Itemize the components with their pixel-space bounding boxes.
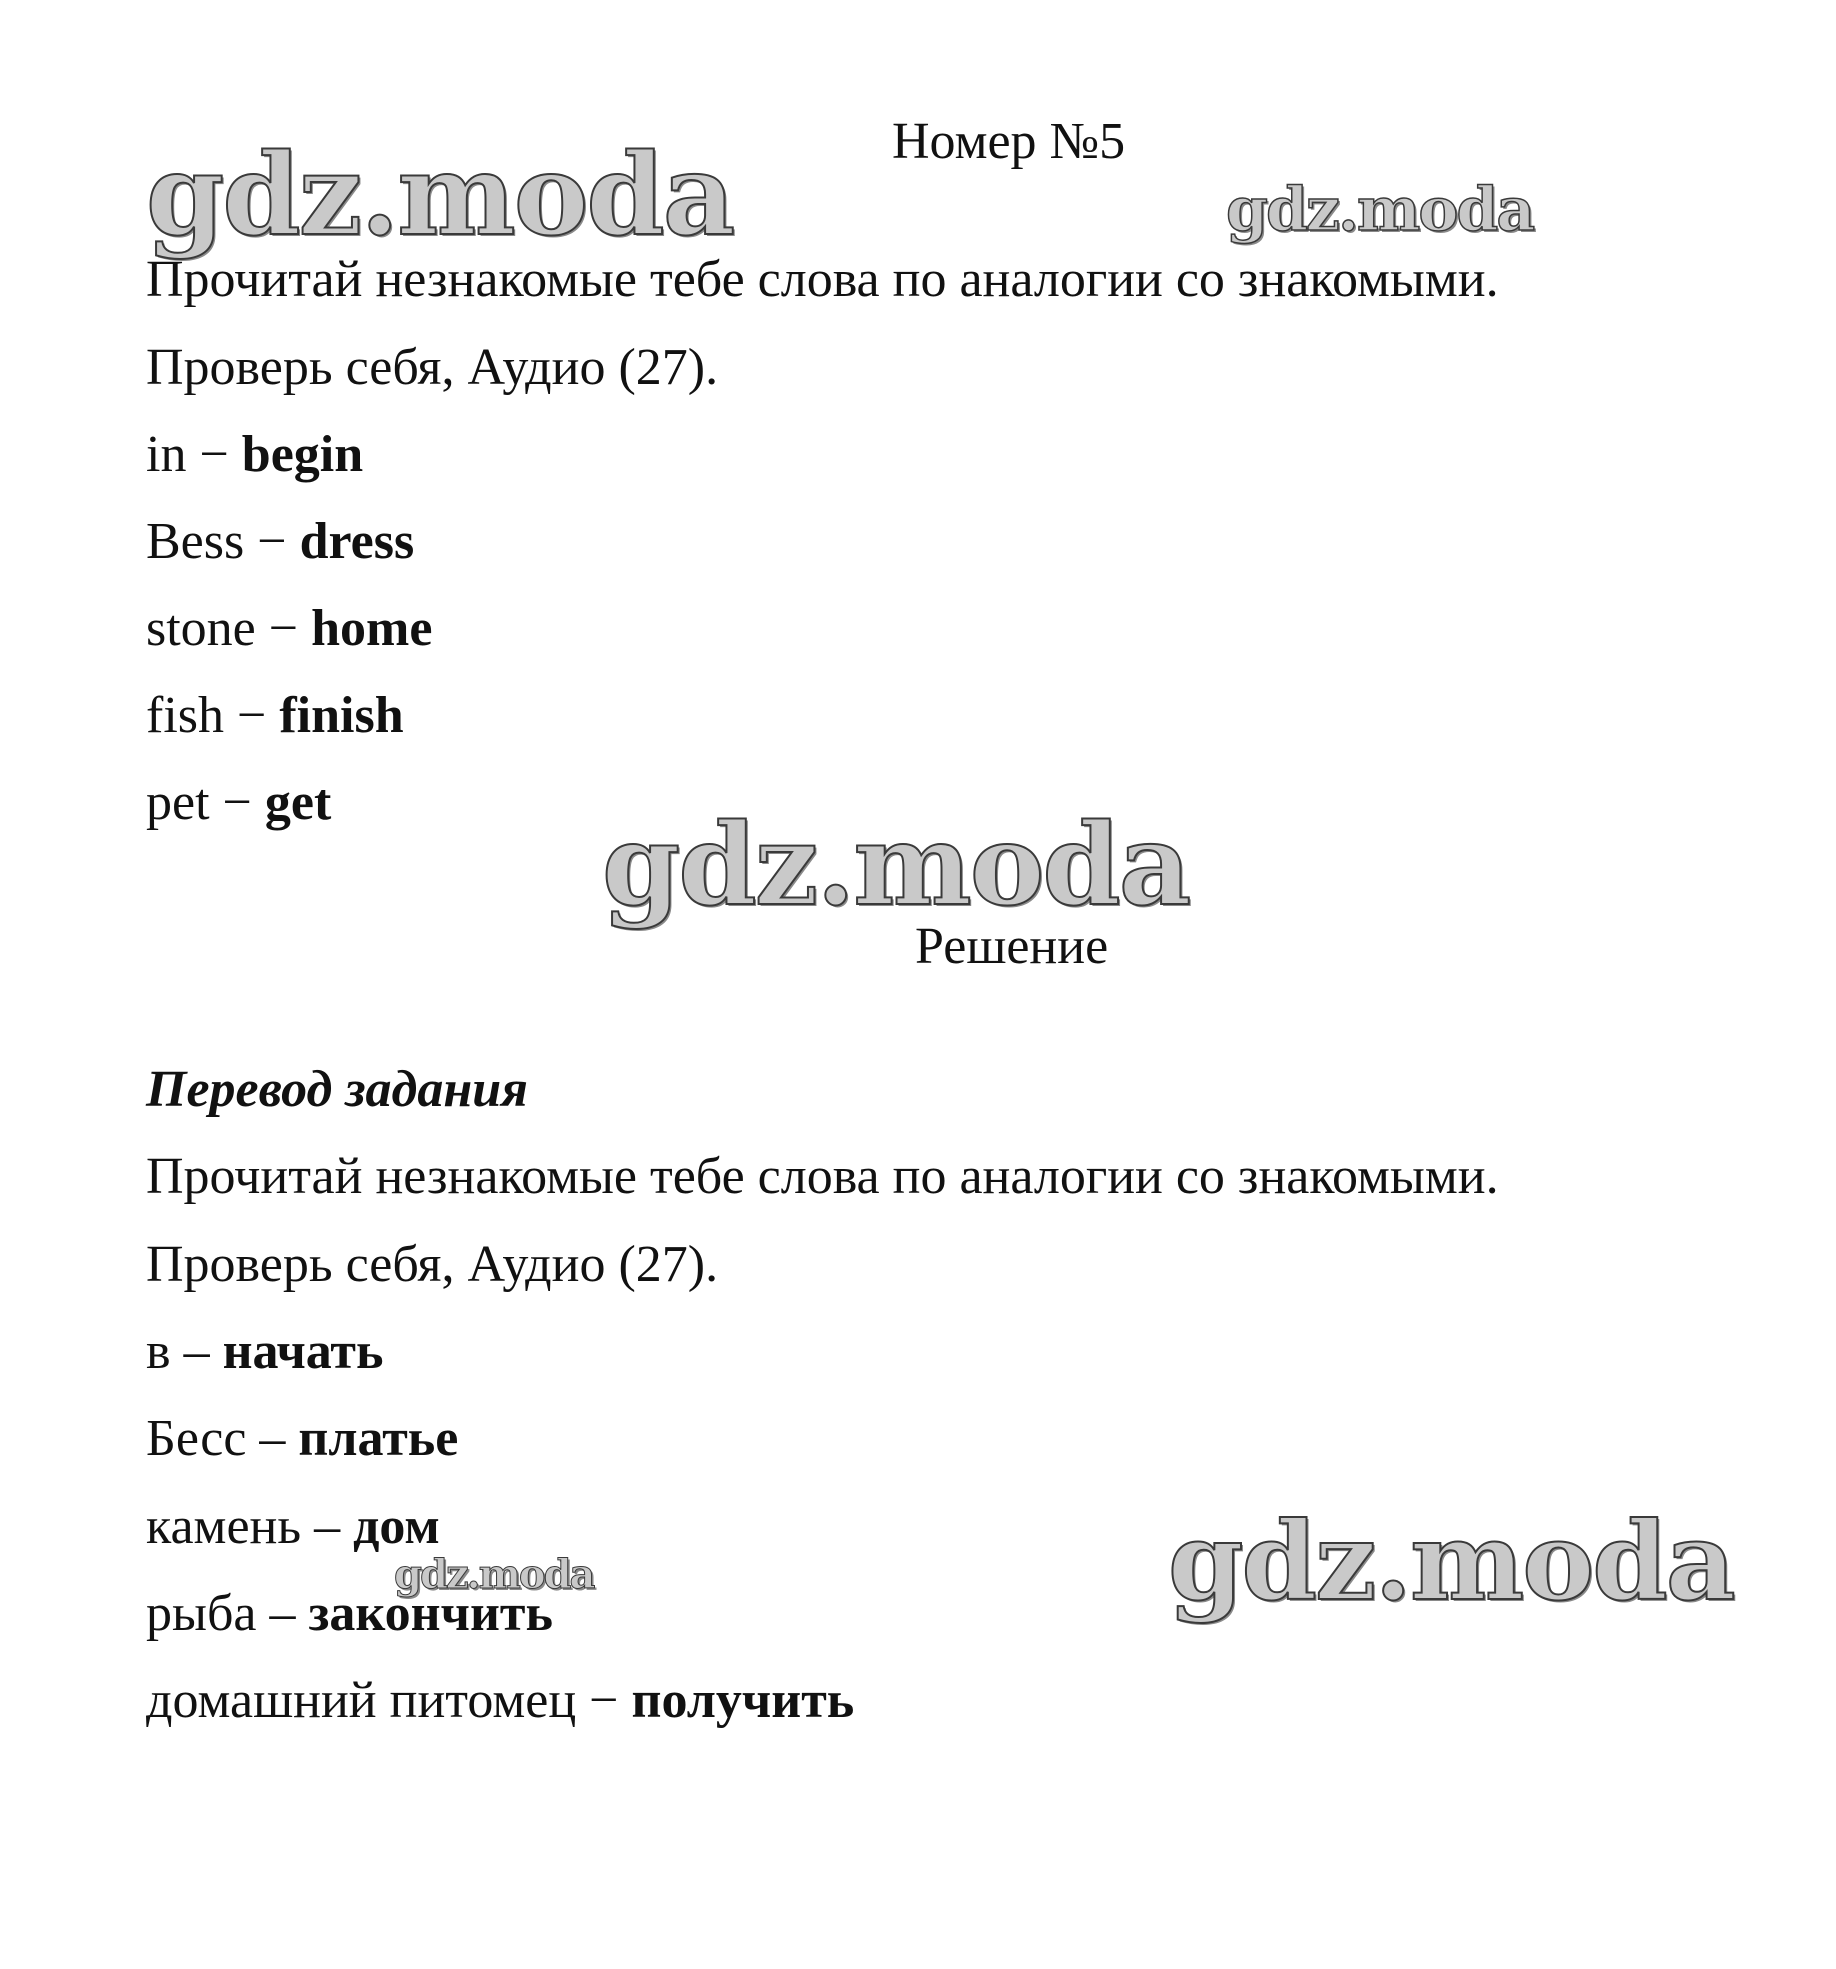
new-word: home — [311, 600, 433, 657]
pair-separator: − — [186, 426, 242, 483]
translated-pair — [146, 1671, 854, 1731]
pair-separator: − — [224, 687, 280, 744]
new-word: закончить — [308, 1585, 553, 1642]
known-word: stone — [146, 600, 256, 657]
known-word: pet — [146, 774, 210, 831]
task-instruction-check: Проверь себя, Аудио (27). — [146, 339, 719, 396]
known-word: домашний питомец — [146, 1672, 577, 1729]
known-word: камень — [146, 1498, 302, 1555]
new-word: begin — [241, 426, 364, 483]
known-word: in — [146, 426, 187, 483]
translated-pair — [146, 1322, 383, 1382]
pair-separator: – — [256, 1585, 309, 1642]
word-pair — [146, 599, 432, 659]
translation-instruction: Прочитай незнакомые тебе слова по аналогии со знакомыми. — [146, 1148, 1499, 1205]
solution-label: Решение — [915, 918, 1109, 975]
watermark-logo: gdz.moda — [394, 1551, 594, 1598]
task-instruction: Прочитай незнакомые тебе слова по аналогии со знакомыми. — [146, 251, 1499, 308]
new-word: дом — [353, 1498, 440, 1555]
word-pair — [146, 686, 404, 746]
known-word: в — [146, 1323, 171, 1380]
pair-separator: − — [244, 513, 300, 570]
new-word: начать — [222, 1323, 384, 1380]
translated-pair — [146, 1584, 553, 1644]
new-word: получить — [631, 1672, 855, 1729]
watermark-logo: gdz.moda — [602, 800, 1190, 931]
known-word: Bess — [146, 513, 245, 570]
translation-title: Перевод задания — [146, 1061, 528, 1118]
new-word: get — [264, 774, 332, 831]
word-pair — [146, 425, 363, 485]
pair-separator: – — [170, 1323, 223, 1380]
new-word: dress — [299, 513, 415, 570]
known-word: Бесс — [146, 1410, 247, 1467]
word-pair — [146, 512, 414, 572]
pair-separator: − — [209, 774, 265, 831]
pair-separator: – — [301, 1498, 354, 1555]
new-word: finish — [279, 687, 404, 744]
translation-instruction-check: Проверь себя, Аудио (27). — [146, 1236, 719, 1293]
watermark-logo: gdz.moda — [1226, 175, 1534, 245]
pair-separator: – — [246, 1410, 299, 1467]
new-word: платье — [298, 1410, 459, 1467]
known-word: fish — [146, 687, 224, 744]
translated-pair — [146, 1409, 458, 1469]
page-title: Номер №5 — [892, 113, 1126, 170]
pair-separator: − — [255, 600, 312, 657]
pair-separator: − — [576, 1672, 632, 1729]
translated-pair — [146, 1497, 440, 1557]
word-pair — [146, 773, 331, 833]
known-word: рыба — [146, 1585, 257, 1642]
watermark-logo: gdz.moda — [146, 130, 734, 261]
watermark-logo: gdz.moda — [1168, 1499, 1734, 1625]
